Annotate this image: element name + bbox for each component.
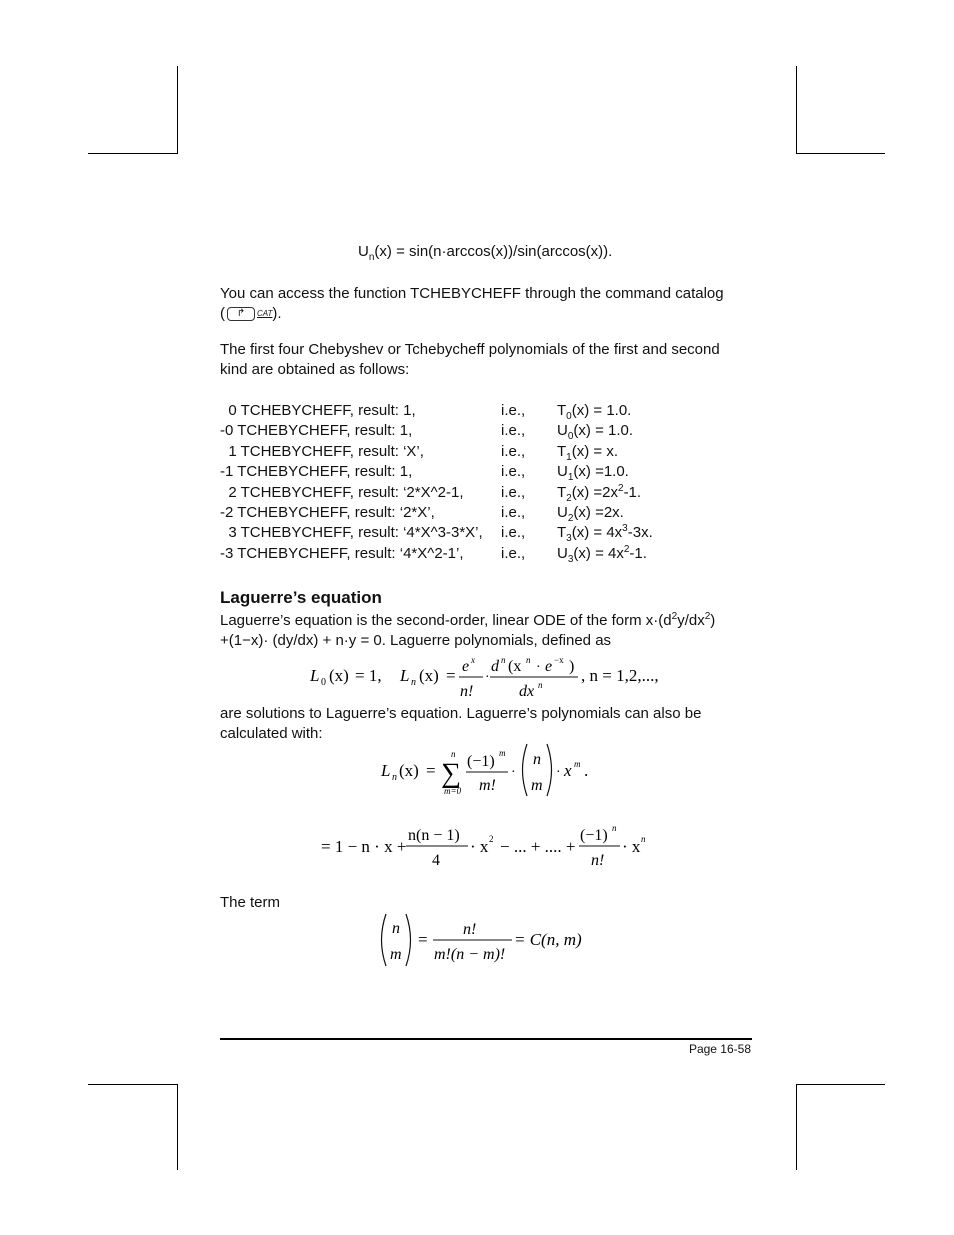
svg-text:· x: · x <box>622 837 641 856</box>
crop-mark <box>796 1084 797 1170</box>
polynomial-result: $T_3(x) = 4x^3-3x$. <box>557 523 653 545</box>
command-text: 0 TCHEBYCHEFF, result: 1, <box>220 402 416 419</box>
laguerre-sum-equation <box>375 742 615 805</box>
crop-mark <box>177 1084 178 1170</box>
svg-text:∑: ∑ <box>441 758 461 789</box>
svg-text:(x): (x) <box>329 666 349 685</box>
svg-text:x: x <box>471 655 475 665</box>
svg-text:e: e <box>545 658 553 675</box>
crop-mark <box>88 1084 177 1085</box>
chebyshev-intro-paragraph: The first four Chebyshev or Tchebycheff polynomials of the first and second kind are obtained as follows: <box>220 341 720 378</box>
svg-text:n: n <box>392 772 397 783</box>
crop-mark <box>177 66 178 154</box>
svg-text:(−1): (−1) <box>467 753 495 770</box>
svg-text:L: L <box>381 761 391 780</box>
svg-text:n!: n! <box>463 921 477 938</box>
solutions-paragraph: are solutions to Laguerre’s equation. Laguerre’s polynomials can also be calculated with: <box>220 705 702 742</box>
svg-text:= 1 − n · x +: = 1 − n · x + <box>321 837 407 856</box>
svg-text:n: n <box>533 751 541 768</box>
command-text: -3 TCHEBYCHEFF, result: ‘4*X^2-1’, <box>220 544 464 562</box>
svg-text:· x: · x <box>470 837 489 856</box>
polynomial-result: $T_2(x) =2x^2-1$. <box>557 482 642 504</box>
page-number: Page 16-58 <box>688 1042 751 1056</box>
svg-text:m!(n − m)!: m!(n − m)! <box>434 946 506 963</box>
command-text: 1 TCHEBYCHEFF, result: ‘X’, <box>220 442 424 460</box>
svg-text:·: · <box>485 670 490 685</box>
crop-mark <box>796 66 797 154</box>
svg-text:·: · <box>511 765 516 780</box>
command-text: -0 TCHEBYCHEFF, result: 1, <box>220 422 413 440</box>
svg-text:n: n <box>538 680 543 690</box>
svg-text:= 1,: = 1, <box>355 666 382 685</box>
svg-text:L: L <box>310 666 320 685</box>
laguerre-paragraph: Laguerre’s equation is the second-order, linear ODE of the form $x\cdot(d^2y/dx^2)$ +(1−x)· (dy/dx) + n·y = 0. Laguerre polynomials, defined as <box>220 611 716 649</box>
svg-text:e: e <box>462 658 470 675</box>
svg-text:m=0: m=0 <box>444 786 462 796</box>
svg-text:4: 4 <box>432 852 440 869</box>
svg-text:.: . <box>584 761 589 780</box>
svg-text:=: = <box>426 761 436 780</box>
svg-text:·: · <box>536 660 541 675</box>
svg-text:m: m <box>574 759 581 769</box>
right-shift-key-icon: ↱ <box>227 307 255 321</box>
svg-text:m: m <box>390 946 402 963</box>
svg-text:n: n <box>501 655 506 665</box>
section-heading: Laguerre’s equation <box>220 588 382 607</box>
svg-text:n: n <box>612 823 617 833</box>
svg-text:n: n <box>392 920 400 937</box>
svg-text:=: = <box>446 666 456 685</box>
svg-text:, n = 1,2,...,: , n = 1,2,..., <box>581 666 659 685</box>
laguerre-definition-equation <box>305 652 685 707</box>
command-text: -2 TCHEBYCHEFF, result: ‘2*X’, <box>220 504 435 521</box>
svg-text:n: n <box>451 749 456 759</box>
ie-text: i.e., <box>501 544 526 562</box>
svg-text:m: m <box>531 777 543 794</box>
svg-text:− ... + .... +: − ... + .... + <box>500 837 576 856</box>
polynomial-result: $U_1(x) =1.0$. <box>557 463 629 484</box>
cat-key-label: CAT <box>257 309 273 319</box>
svg-text:x: x <box>564 761 572 780</box>
svg-text:n: n <box>411 677 416 688</box>
svg-text:L: L <box>400 666 410 685</box>
svg-text:): ) <box>569 658 575 675</box>
polynomial-result: $T_1(x) = x$. <box>557 442 618 463</box>
laguerre-expansion-equation <box>318 820 658 877</box>
svg-text:(x): (x) <box>399 761 419 780</box>
ie-text: i.e., <box>501 463 526 481</box>
ie-text: i.e., <box>501 402 526 419</box>
polynomial-result: $T_0(x) = 1.0$. <box>557 402 632 422</box>
footer-rule <box>220 1038 752 1040</box>
svg-text:=: = <box>418 930 428 949</box>
svg-text:n: n <box>526 655 531 665</box>
crop-mark <box>796 153 885 154</box>
svg-text:(−1): (−1) <box>580 827 608 844</box>
svg-text:d: d <box>491 658 499 675</box>
svg-text:= C(n, m): = C(n, m) <box>514 930 582 949</box>
svg-text:n: n <box>641 834 646 844</box>
svg-text:m: m <box>499 748 506 758</box>
svg-text:n!: n! <box>460 683 474 700</box>
svg-text:dx: dx <box>519 683 535 700</box>
svg-text:(x): (x) <box>419 666 439 685</box>
svg-text:n(n − 1): n(n − 1) <box>408 827 460 844</box>
ie-text: i.e., <box>501 483 526 501</box>
binomial-coefficient-equation <box>375 911 605 974</box>
ie-text: i.e., <box>501 504 526 521</box>
svg-text:−x: −x <box>554 655 564 665</box>
crop-mark <box>796 1084 885 1085</box>
ie-text: i.e., <box>501 524 526 542</box>
command-text: -1 TCHEBYCHEFF, result: 1, <box>220 463 413 481</box>
intro-formula: $U_n(x) = \sin(n\cdot\arccos(x))/\sin(\arccos(x))$. <box>358 243 613 263</box>
svg-text:(x: (x <box>508 658 522 675</box>
crop-mark <box>88 153 177 154</box>
ie-text: i.e., <box>501 442 526 460</box>
svg-text:·: · <box>556 765 561 780</box>
catalog-paragraph: You can access the function TCHEBYCHEFF through the command catalog ( ↱ CAT). <box>220 285 724 322</box>
command-text: 2 TCHEBYCHEFF, result: ‘2*X^2-1, <box>220 483 464 501</box>
svg-text:0: 0 <box>321 677 326 688</box>
polynomial-result: $U_3(x) = 4x^2-1$. <box>557 543 647 565</box>
polynomial-result: $U_2(x) =2x$. <box>557 504 624 524</box>
svg-text:2: 2 <box>489 834 494 844</box>
polynomial-result: $U_0(x) = 1.0$. <box>557 422 634 443</box>
svg-text:m!: m! <box>479 777 496 794</box>
svg-text:n!: n! <box>591 852 605 869</box>
command-text: 3 TCHEBYCHEFF, result: ‘4*X^3-3*X’, <box>220 524 483 542</box>
ie-text: i.e., <box>501 422 526 440</box>
the-term-label: The term <box>220 894 281 911</box>
